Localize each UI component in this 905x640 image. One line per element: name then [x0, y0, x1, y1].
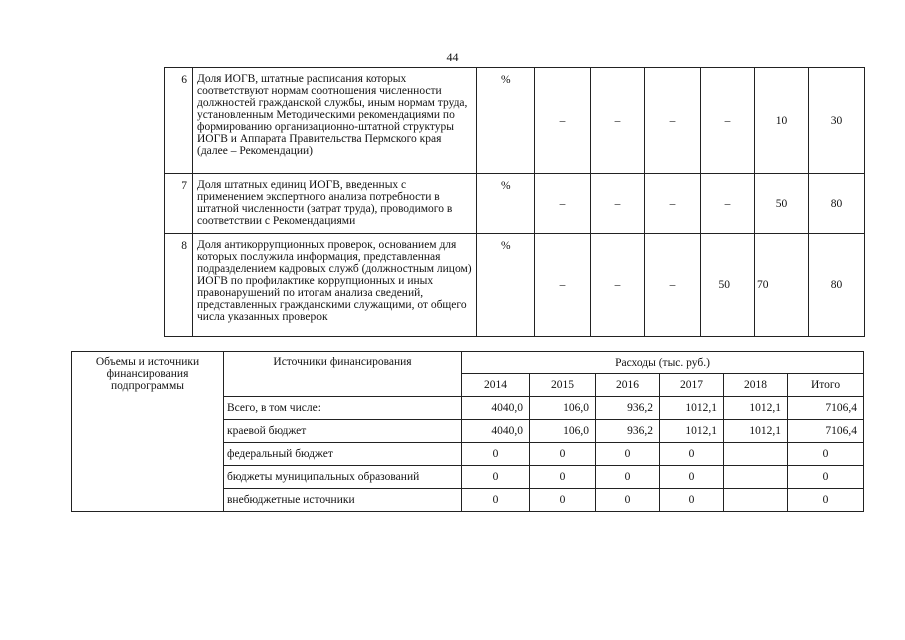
value-cell: 0 [462, 466, 530, 489]
value-cell: – [701, 174, 755, 234]
value-cell [724, 466, 788, 489]
value-cell: 0 [788, 443, 864, 466]
value-cell: 936,2 [596, 420, 660, 443]
spend-header: Расходы (тыс. руб.) [462, 352, 864, 374]
value-cell: 0 [660, 489, 724, 512]
unit-cell: % [477, 174, 535, 234]
source-name: краевой бюджет [224, 420, 462, 443]
finance-table [71, 351, 864, 512]
source-name: федеральный бюджет [224, 443, 462, 466]
unit-cell: % [477, 234, 535, 337]
year-header: 2015 [530, 374, 596, 397]
value-cell: 1012,1 [660, 420, 724, 443]
value-cell: – [591, 174, 645, 234]
value-cell: 0 [660, 466, 724, 489]
value-cell: 0 [596, 443, 660, 466]
table-row [165, 174, 865, 234]
value-cell [724, 443, 788, 466]
value-cell: 4040,0 [462, 397, 530, 420]
value-cell: – [701, 68, 755, 174]
unit-cell: % [477, 68, 535, 174]
value-cell: – [645, 234, 701, 337]
indicator-name: Доля штатных единиц ИОГВ, введенных с применением экспертного анализа потребности в штатной численности (затрат труда), проводимого в соответствии с Рекомендациями [193, 174, 477, 234]
value-cell: 80 [809, 174, 865, 234]
value-cell: 0 [788, 466, 864, 489]
value-cell: 0 [596, 466, 660, 489]
value-cell: 30 [809, 68, 865, 174]
value-cell: 4040,0 [462, 420, 530, 443]
value-cell: – [535, 68, 591, 174]
value-cell: 0 [462, 489, 530, 512]
value-cell: – [645, 68, 701, 174]
year-header: 2017 [660, 374, 724, 397]
value-cell: 1012,1 [724, 420, 788, 443]
indicator-name: Доля ИОГВ, штатные расписания которых соответствуют нормам соотношения численности должностей гражданской службы, иным нормам труда, установленным Методическими рекомендациями по формированию организационно-штатной структуры ИОГВ и Аппарата Правительства Пермского края (далее – Рекомендации) [193, 68, 477, 174]
value-cell: 50 [701, 234, 755, 337]
value-cell: 0 [596, 489, 660, 512]
table-row [165, 234, 865, 337]
value-cell: 0 [462, 443, 530, 466]
year-header: 2014 [462, 374, 530, 397]
indicator-name: Доля антикоррупционных проверок, основанием для которых послужила информация, представленная подразделением кадровых служб (должностным лицом) ИОГВ по профилактике коррупционных и иных правонарушений по итогам анализа сведений, представленных гражданскими служащими, от общего числа указанных проверок [193, 234, 477, 337]
source-name: внебюджетные источники [224, 489, 462, 512]
year-header: 2016 [596, 374, 660, 397]
value-cell: 70 [755, 234, 809, 337]
row-number: 8 [165, 234, 193, 337]
value-cell: – [591, 68, 645, 174]
value-cell: 0 [788, 489, 864, 512]
year-header: Итого [788, 374, 864, 397]
value-cell: 1012,1 [724, 397, 788, 420]
value-cell: 0 [660, 443, 724, 466]
value-cell [724, 489, 788, 512]
value-cell: 0 [530, 466, 596, 489]
value-cell: 80 [809, 234, 865, 337]
table-row [72, 352, 864, 374]
value-cell: 1012,1 [660, 397, 724, 420]
value-cell: 10 [755, 68, 809, 174]
value-cell: – [645, 174, 701, 234]
value-cell: 936,2 [596, 397, 660, 420]
finance-label: Объемы и источники финансирования подпрограммы [72, 352, 224, 512]
value-cell: 106,0 [530, 397, 596, 420]
source-name: бюджеты муниципальных образований [224, 466, 462, 489]
value-cell: 50 [755, 174, 809, 234]
value-cell: 0 [530, 489, 596, 512]
value-cell: 0 [530, 443, 596, 466]
indicators-table [164, 67, 865, 337]
value-cell: 7106,4 [788, 397, 864, 420]
row-number: 7 [165, 174, 193, 234]
source-name: Всего, в том числе: [224, 397, 462, 420]
value-cell: – [591, 234, 645, 337]
year-header: 2018 [724, 374, 788, 397]
page-number: 44 [446, 50, 459, 64]
value-cell: – [535, 174, 591, 234]
value-cell: 7106,4 [788, 420, 864, 443]
row-number: 6 [165, 68, 193, 174]
value-cell: – [535, 234, 591, 337]
value-cell: 106,0 [530, 420, 596, 443]
table-row [165, 68, 865, 174]
sources-header: Источники финансирования [224, 352, 462, 397]
